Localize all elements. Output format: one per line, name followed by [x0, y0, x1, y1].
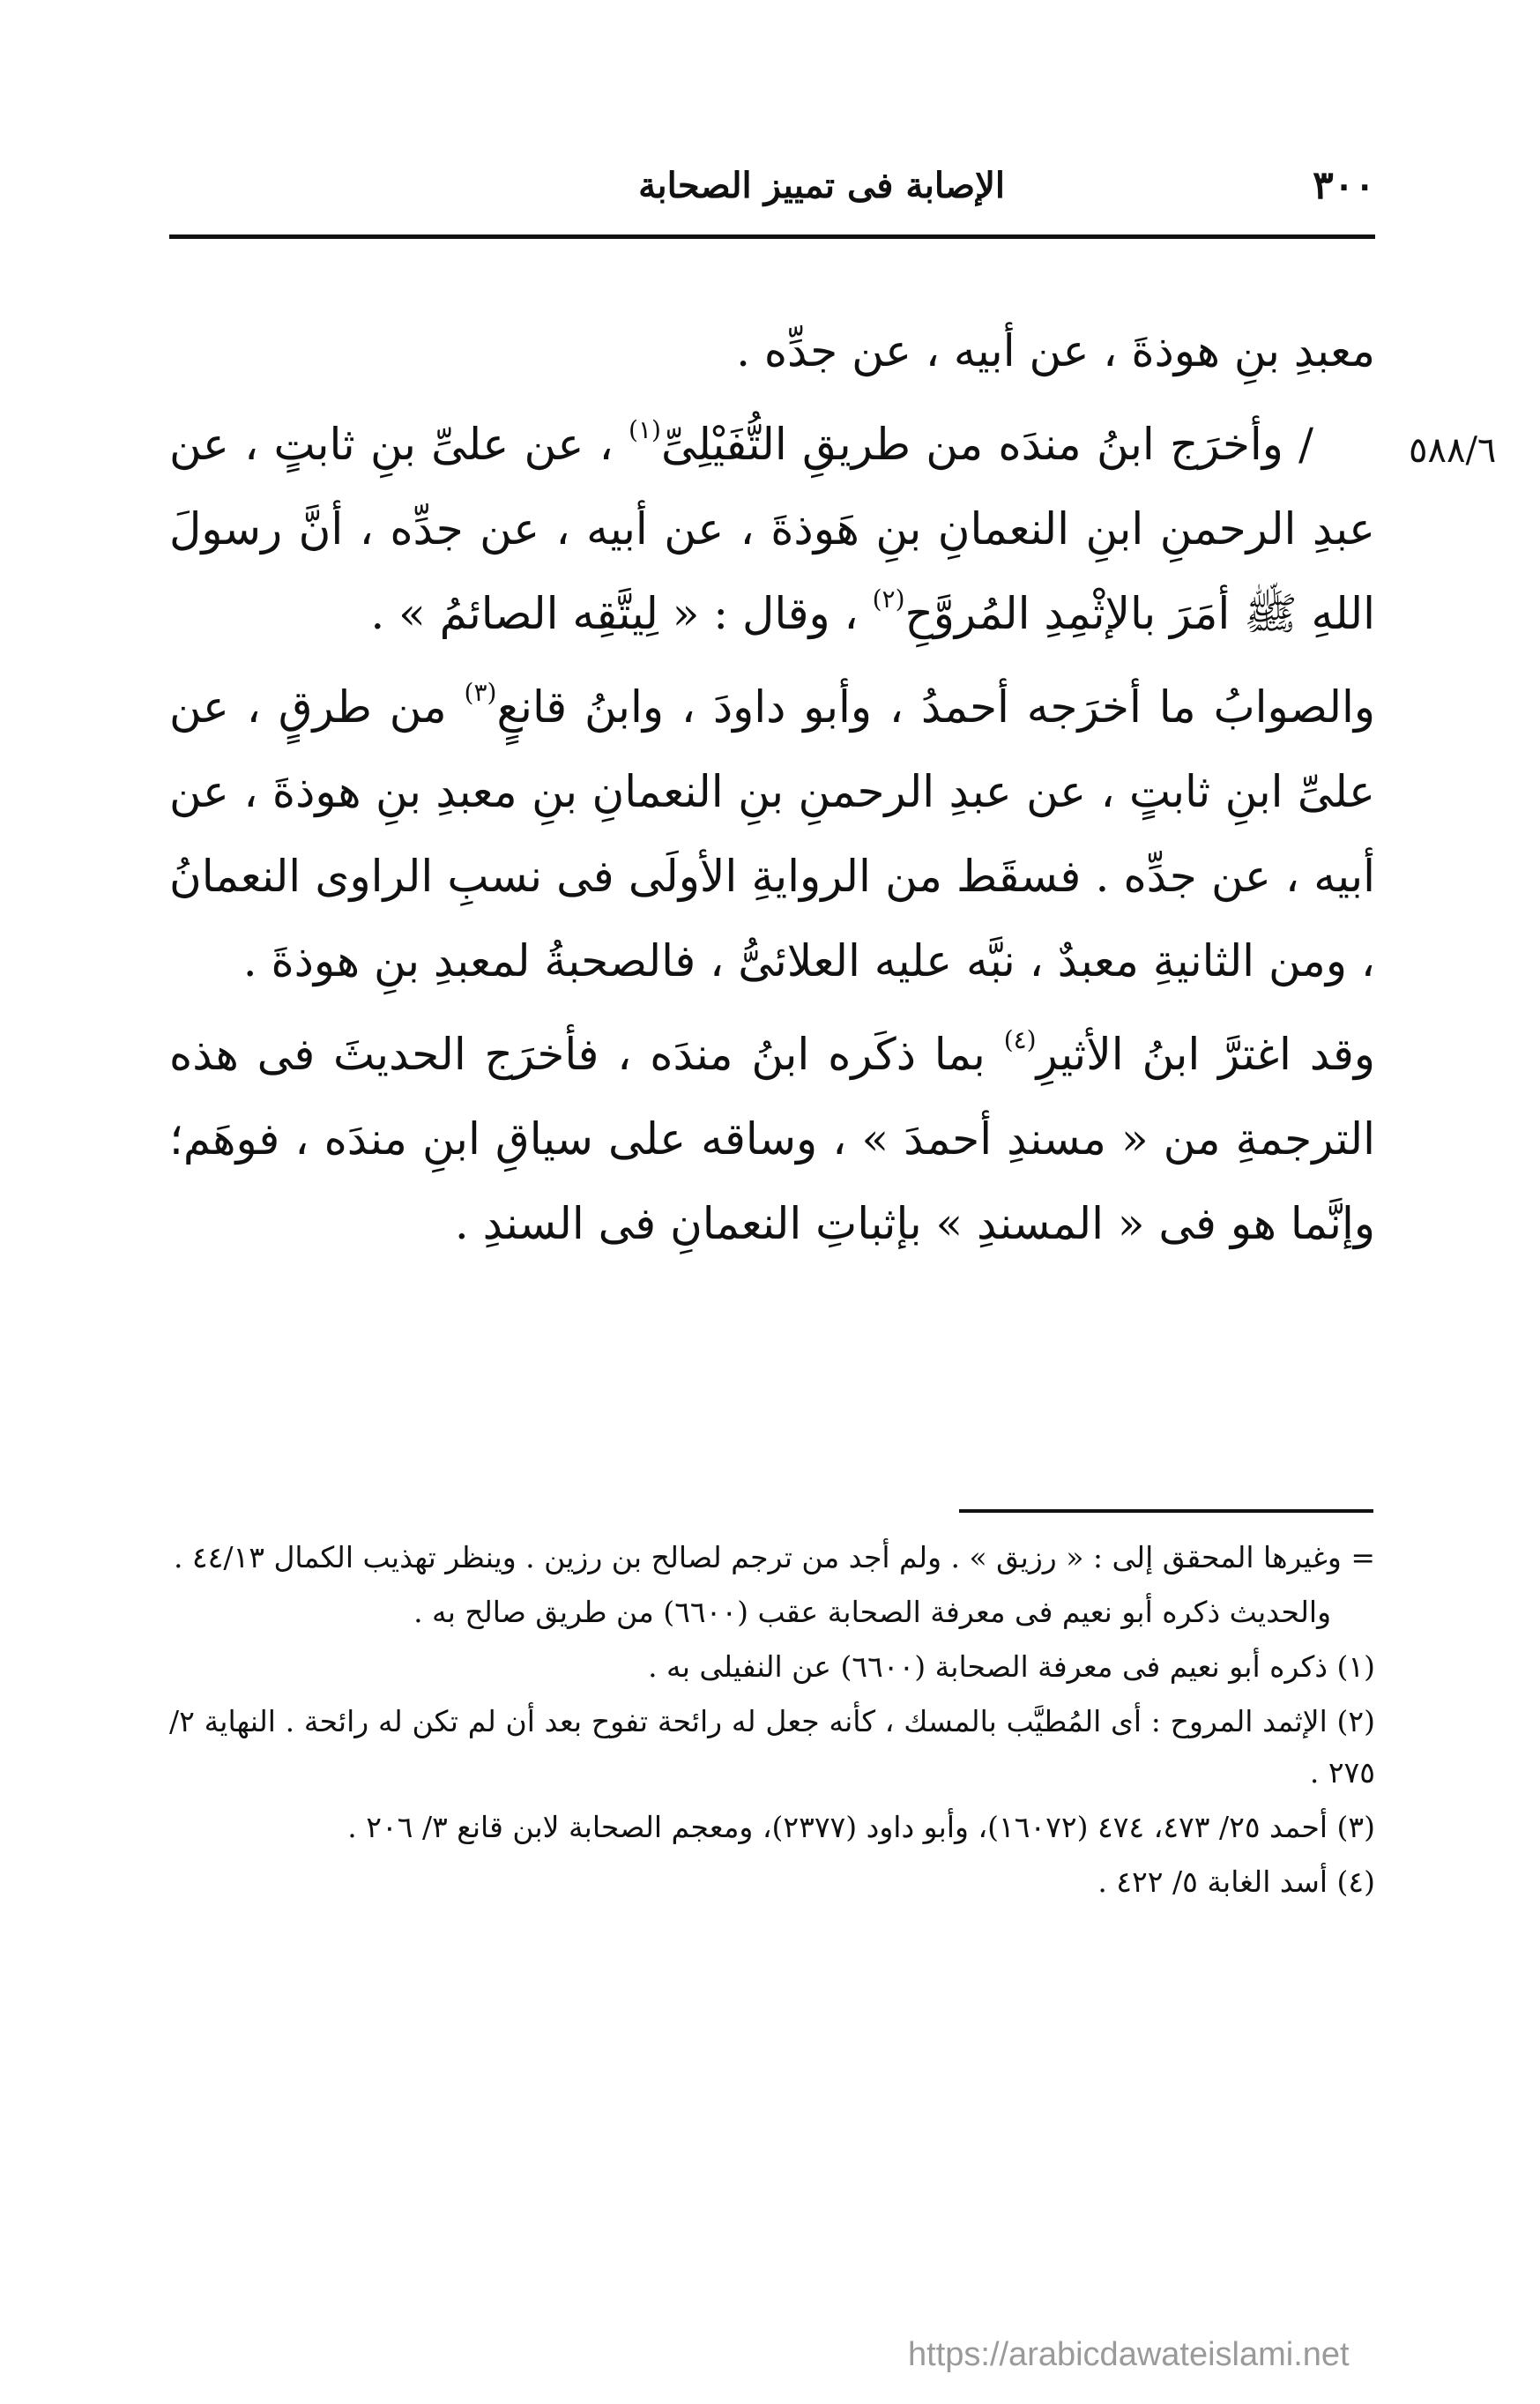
footnote-marker-1: (١) — [629, 415, 661, 444]
paragraph-1: معبدِ بنِ هوذةَ ، عن أبيه ، عن جدِّه . — [736, 325, 1375, 376]
footnote-marker-4: (٤) — [1003, 1025, 1037, 1054]
page-header — [167, 154, 1375, 216]
paragraph-4-part-a: وقد اغترَّ ابنُ الأثيرِ — [1036, 1029, 1375, 1080]
paragraph-2-part-c: ، وقال : « لِيتَّقِه الصائمُ » . — [370, 588, 873, 639]
header-rule — [169, 234, 1375, 239]
footnote-4: (٤) أسد الغابة ٥/ ٤٢٢ . — [1097, 1864, 1375, 1899]
page-number: ٣٠٠ — [1313, 163, 1375, 208]
footnote-1: (١) ذكره أبو نعيم فى معرفة الصحابة (٦٦٠٠) عن النفيلى به . — [648, 1649, 1375, 1684]
footnote-continuation-2: والحديث ذكره أبو نعيم فى معرفة الصحابة عقب (٦٦٠٠) من طريق صالح به . — [413, 1595, 1331, 1629]
main-text — [169, 309, 1375, 1275]
footnotes — [169, 1532, 1375, 1911]
paragraph-3 — [169, 665, 1375, 1003]
paragraph-4-part-b: بما ذكَره ابنُ مندَه ، فأخرَج الحديثَ فى هذه الترجمةِ من « مسندِ أحمدَ » ، وساقه على سياقِ ابنِ مندَه ، فوهَم؛ وإنَّما هو فى « المسندِ » بإثباتِ النعمانِ فى السندِ . — [169, 1029, 1375, 1249]
watermark-url: https://arabicdawateislami.net — [908, 2336, 1350, 2373]
paragraph-2 — [169, 402, 1375, 656]
paragraph-2-part-b: ، عن علىِّ بنِ ثابتٍ ، عن عبدِ الرحمنِ ابنِ النعمانِ بنِ هَوذةَ ، عن أبيه ، عن جدِّه ، أنَّ رسولَ اللهِ ﷺ أمَرَ بالإثْمِدِ المُروَّحِ — [169, 419, 1376, 639]
footnote-marker-3: (٣) — [464, 678, 497, 707]
footnote-2: (٢) الإثمد المروح : أى المُطيَّب بالمسك ، كأنه جعل له رائحة تفوح بعد أن لم تكن له رائحة . النهاية ٢/ ٢٧٥ . — [169, 1704, 1375, 1790]
footnote-3: (٣) أحمد ٢٥/ ٤٧٣، ٤٧٤ (١٦٠٧٢)، وأبو داود (٢٣٧٧)، ومعجم الصحابة لابن قانع ٣/ ٢٠٦ . — [347, 1810, 1375, 1844]
margin-volume-page-reference: ٥٨٨/٦ — [1409, 430, 1497, 471]
footnote-marker-2: (٢) — [872, 584, 905, 614]
footnote-separator — [959, 1509, 1373, 1513]
paragraph-3-part-b: من طرقٍ ، عن علىِّ ابنِ ثابتٍ ، عن عبدِ الرحمنِ بنِ النعمانِ بنِ معبدِ بنِ هوذةَ ، عن أبيه ، عن جدِّه . فسقَط من الروايةِ الأولَى فى نسبِ الراوى النعمانُ ، ومن الثانيةِ معبدٌ ، نبَّه عليه العلائىُّ ، فالصحبةُ لمعبدِ بنِ هوذةَ . — [169, 681, 1375, 986]
paragraph-3-part-a: والصوابُ ما أخرَجه أحمدُ ، وأبو داودَ ، وابنُ قانعٍ — [496, 681, 1375, 733]
footnote-continuation: = وغيرها المحقق إلى : « رزيق » . ولم أجد من ترجم لصالح بن رزين . وينظر تهذيب الكمال ٤٤/١٣ . — [173, 1540, 1375, 1574]
paragraph-2-part-a: / وأخرَج ابنُ مندَه من طريقِ التُّفَيْلِىِّ — [660, 419, 1313, 470]
paragraph-4 — [169, 1012, 1375, 1266]
running-title: الإصابة فى تمييز الصحابة — [638, 165, 1005, 206]
